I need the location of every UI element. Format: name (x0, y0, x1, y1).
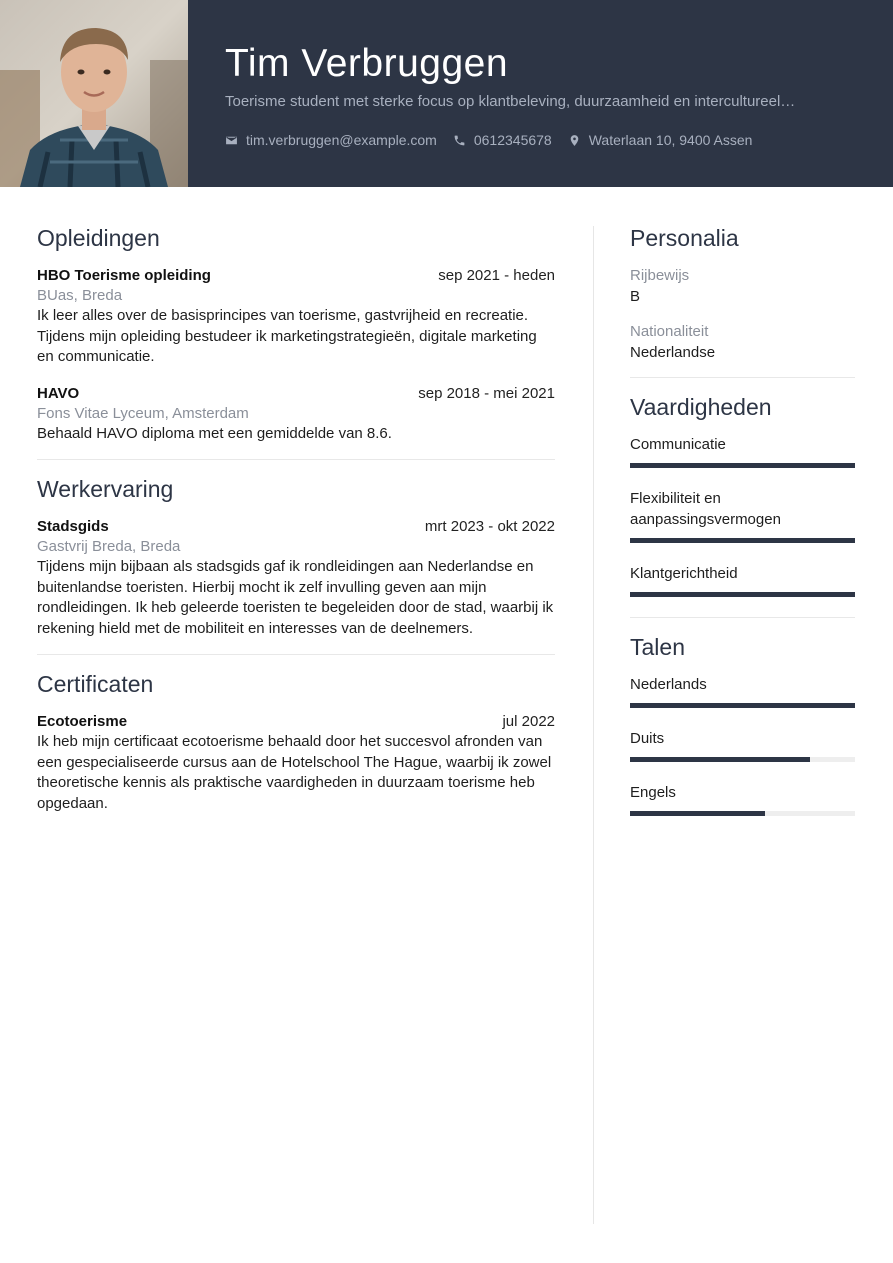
entry-date: mrt 2023 - okt 2022 (424, 518, 555, 535)
certificate-entry (37, 711, 555, 814)
address-text: Waterlaan 10, 9400 Assen (588, 132, 753, 148)
education-entry (37, 265, 555, 368)
column-divider (593, 226, 594, 1224)
section-title-education: Opleidingen (37, 225, 160, 251)
language-name: Duits (630, 730, 665, 747)
section-title-languages: Talen (630, 634, 685, 660)
contact-list (225, 132, 768, 148)
language-level-fill (630, 757, 810, 762)
section-divider (37, 459, 555, 460)
entry-description: Ik heb mijn certificaat ecotoerisme behaald door het succesvol afronden van een gespecialiseerde cursus aan de Hotelschool The Hague, waarbij ik zowel theoretische kennis als praktische vaardigheden in duurzaam toerisme heb opgedaan. (37, 733, 552, 812)
section-title-skills: Vaardigheden (630, 394, 772, 420)
entry-description: Behaald HAVO diploma met een gemiddelde van 8.6. (37, 424, 392, 442)
contact-address (568, 132, 753, 148)
skill-level-bar (630, 538, 855, 543)
section-divider (630, 377, 855, 378)
phone-text: 0612345678 (473, 132, 552, 148)
language-item (630, 728, 855, 762)
language-level-bar (630, 703, 855, 708)
skill-level-fill (630, 463, 855, 468)
section-divider (630, 617, 855, 618)
entry-title: HBO Toerisme opleiding (37, 267, 211, 284)
section-title-personalia: Personalia (630, 225, 739, 251)
sidebar-column (630, 222, 855, 836)
email-icon (225, 134, 238, 147)
entry-description: Ik leer alles over de basisprincipes van toerisme, gastvrijheid en recreatie. (37, 307, 529, 324)
section-title-certificates: Certificaten (37, 671, 154, 697)
education-section (37, 222, 555, 444)
language-name: Engels (630, 784, 676, 801)
profile-photo (0, 0, 188, 187)
entry-institution: Fons Vitae Lyceum, Amsterdam (37, 404, 249, 422)
candidate-name: Tim Verbruggen (225, 42, 509, 85)
skill-name: Klantgerichtheid (630, 565, 738, 582)
skill-item (630, 563, 855, 597)
skill-level-fill (630, 592, 855, 597)
location-pin-icon (568, 134, 581, 147)
entry-title: HAVO (37, 384, 80, 402)
personalia-value: B (630, 288, 641, 305)
phone-icon (453, 134, 466, 147)
entry-institution: BUas, Breda (37, 287, 123, 304)
language-name: Nederlands (630, 676, 707, 693)
certificates-section (37, 668, 555, 814)
skill-item (630, 434, 855, 468)
language-item (630, 674, 855, 708)
skill-item (630, 488, 855, 543)
language-level-bar (630, 811, 855, 816)
skill-name: Flexibiliteit en aanpassingsvermogen (630, 490, 781, 528)
email-text: tim.verbruggen@example.com (246, 132, 437, 148)
entry-date: sep 2018 - mei 2021 (418, 384, 555, 402)
skill-name: Communicatie (630, 436, 726, 453)
languages-section (630, 631, 855, 816)
entry-title: Ecotoerisme (37, 713, 128, 730)
personalia-label: Nationaliteit (630, 323, 709, 340)
experience-entry (37, 516, 555, 639)
skill-level-bar (630, 592, 855, 597)
skill-level-fill (630, 538, 855, 543)
personalia-label: Rijbewijs (630, 267, 690, 284)
main-column (37, 222, 555, 829)
entry-description: Tijdens mijn opleiding bestudeer ik marketingstrategieën, digitale marketing en communicatie. (37, 327, 537, 365)
skill-level-bar (630, 463, 855, 468)
language-level-bar (630, 757, 855, 762)
entry-employer: Gastvrij Breda, Breda (37, 538, 181, 555)
entry-description: Tijdens mijn bijbaan als stadsgids gaf ik rondleidingen aan Nederlandse en buitenlandse toeristen. Hierbij mocht ik zelf invulling geven aan mijn rondleidingen. Ik heb geleerde toeristen te begeleiden door de stad, waarbij ik rekening hield met de mobiliteit en interesses van de deelnemers. (37, 558, 554, 637)
entry-date: jul 2022 (502, 713, 555, 730)
language-level-fill (630, 703, 855, 708)
contact-phone[interactable] (453, 132, 552, 148)
language-item (630, 782, 855, 816)
entry-date: sep 2021 - heden (438, 267, 555, 284)
personalia-section (630, 222, 855, 363)
education-entry (37, 383, 555, 445)
section-divider (37, 654, 555, 655)
personalia-value: Nederlandse (630, 344, 716, 361)
candidate-tagline: Toerisme student met sterke focus op klantbeleving, duurzaamheid en intercultureel… (225, 93, 796, 110)
experience-section (37, 473, 555, 639)
skills-section (630, 391, 855, 597)
contact-email[interactable] (225, 132, 437, 148)
resume-header (0, 0, 893, 187)
section-title-experience: Werkervaring (37, 476, 174, 502)
entry-title: Stadsgids (37, 518, 109, 535)
language-level-fill (630, 811, 765, 816)
